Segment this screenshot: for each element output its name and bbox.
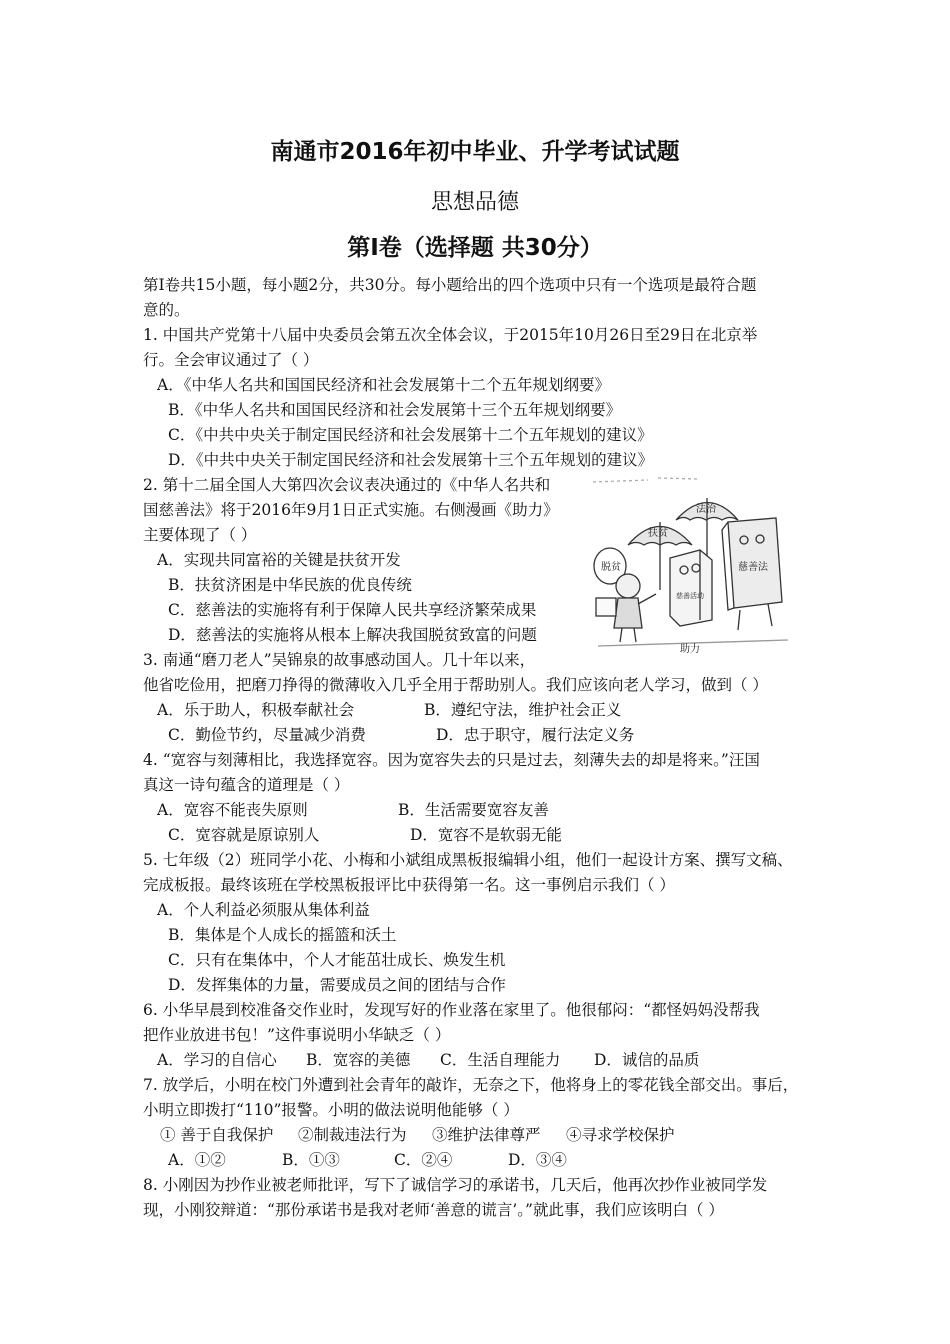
question-4-option-d: D．宽容不是软弱无能 [410, 826, 562, 844]
question-3-option-b: B．遵纪守法，维护社会正义 [424, 701, 622, 719]
cartoon-umbrella-left-text: 扶贫 [648, 528, 668, 539]
question-7-item: ③维护法律尊严 [432, 1126, 541, 1144]
question-3-option-c: C．勤俭节约，尽量减少消费 [168, 726, 366, 744]
cartoon-illustration [588, 470, 798, 660]
cartoon-box-text: 慈善活动 [676, 592, 704, 600]
question-2-stem: 主要体现了（ ） [143, 526, 257, 544]
question-6-stem: 把作业放进书包！”这件事说明小华缺乏（ ） [143, 1026, 451, 1044]
question-8-stem: 现，小刚狡辩道：“那份承诺书是我对老师‘善意的谎言’。”就此事，我们应该明白（ ） [143, 1201, 724, 1219]
question-5-stem: 5. 七年级（2）班同学小花、小梅和小斌组成黑板报编辑小组，他们一起设计方案、撰写文稿、 [143, 851, 793, 869]
question-7-option-d: D．③④ [508, 1151, 567, 1169]
question-1-option-b: B．《中华人名共和国国民经济和社会发展第十三个五年规划纲要》 [168, 401, 622, 419]
question-3-option-a: A．乐于助人，积极奉献社会 [157, 701, 355, 719]
question-7-stem: 7. 放学后，小明在校门外遭到社会青年的敲诈，无奈之下，他将身上的零花钱全部交出。事后， [143, 1076, 799, 1094]
cartoon-caption: 助力 [680, 644, 700, 655]
question-7-item: ②制裁违法行为 [298, 1126, 407, 1144]
instructions-line: 意的。 [143, 301, 190, 319]
question-7-option-b: B．①③ [282, 1151, 340, 1169]
question-7-item: ① 善于自我保护 [160, 1126, 274, 1144]
question-1-stem: 行。全会审议通过了（ ） [143, 351, 319, 369]
question-1-option-c: C．《中共中央关于制定国民经济和社会发展第十二个五年规划的建议》 [168, 426, 653, 444]
question-4-stem: 真这一诗句蕴含的道理是（ ） [143, 776, 350, 794]
question-7-option-a: A．①② [168, 1151, 226, 1169]
question-2-option-d: D．慈善法的实施将从根本上解决我国脱贫致富的问题 [168, 626, 537, 644]
question-2-stem: 国慈善法》将于2016年9月1日正式实施。右侧漫画《助力》 [143, 501, 559, 519]
question-2-option-b: B．扶贫济困是中华民族的优良传统 [168, 576, 412, 594]
question-6-option-c: C．生活自理能力 [440, 1051, 561, 1069]
exam-title: 南通市2016年初中毕业、升学考试试题 [270, 139, 680, 165]
question-7-option-c: C．②④ [394, 1151, 453, 1169]
question-4-option-a: A．宽容不能丧失原则 [157, 801, 308, 819]
question-7-stem: 小明立即拨打“110”报警。小明的做法说明他能够（ ） [143, 1101, 519, 1119]
question-2-option-a: A．实现共同富裕的关键是扶贫开发 [157, 551, 401, 569]
question-6-option-b: B．宽容的美德 [306, 1051, 411, 1069]
question-8-stem: 8. 小刚因为抄作业被老师批评，写下了诚信学习的承诺书，几天后，他再次抄作业被同学发 [143, 1176, 768, 1194]
section-title: 第Ⅰ卷（选择题 共30分） [347, 235, 603, 261]
question-4-option-c: C．宽容就是原谅别人 [168, 826, 320, 844]
question-5-stem: 完成板报。最终该班在学校黑板报评比中获得第一名。这一事例启示我们（ ） [143, 876, 675, 894]
question-2-option-c: C．慈善法的实施将有利于保障人民共享经济繁荣成果 [168, 601, 537, 619]
question-1-stem: 1. 中国共产党第十八届中央委员会第五次全体会议，于2015年10月26日至29日在北京举 [143, 326, 758, 344]
cartoon-book-text: 慈善法 [738, 562, 768, 573]
question-5-option-c: C．只有在集体中，个人才能茁壮成长、焕发生机 [168, 951, 506, 969]
question-5-option-b: B．集体是个人成长的摇篮和沃土 [168, 926, 397, 944]
question-3-stem: 他省吃俭用，把磨刀挣得的微薄收入几乎全用于帮助别人。我们应该向老人学习，做到（ ） [143, 676, 768, 694]
subject-title: 思想品德 [430, 190, 519, 215]
question-3-option-d: D．忠于职守，履行法定义务 [436, 726, 635, 744]
question-6-option-d: D．诚信的品质 [594, 1051, 700, 1069]
question-7-item: ④寻求学校保护 [566, 1126, 675, 1144]
question-5-option-a: A．个人利益必须服从集体利益 [157, 901, 370, 919]
question-2-stem: 2. 第十二届全国人大第四次会议表决通过的《中华人名共和 [143, 476, 551, 494]
question-1-option-d: D．《中共中央关于制定国民经济和社会发展第十三个五年规划的建议》 [168, 451, 654, 469]
instructions-line: 第Ⅰ卷共15小题，每小题2分，共30分。每小题给出的四个选项中只有一个选项是最符合题 [143, 276, 757, 294]
question-5-option-d: D．发挥集体的力量，需要成员之间的团结与合作 [168, 976, 506, 994]
question-1-option-a: A．《中华人名共和国国民经济和社会发展第十二个五年规划纲要》 [157, 376, 610, 394]
question-4-option-b: B．生活需要宽容友善 [398, 801, 549, 819]
question-3-stem: 3. 南通“磨刀老人”吴锦泉的故事感动国人。几十年以来， [143, 651, 536, 669]
cartoon-umbrella-right-text: 法治 [696, 504, 716, 515]
cartoon-bubble-text: 脱贫 [601, 562, 621, 573]
question-6-stem: 6. 小华早晨到校准备交作业时，发现写好的作业落在家里了。他很郁闷：“都怪妈妈没帮我 [143, 1001, 760, 1019]
question-4-stem: 4. “宽容与刻薄相比，我选择宽容。因为宽容失去的只是过去，刻薄失去的却是将来。”汪国 [143, 751, 760, 769]
question-6-option-a: A．学习的自信心 [157, 1051, 277, 1069]
